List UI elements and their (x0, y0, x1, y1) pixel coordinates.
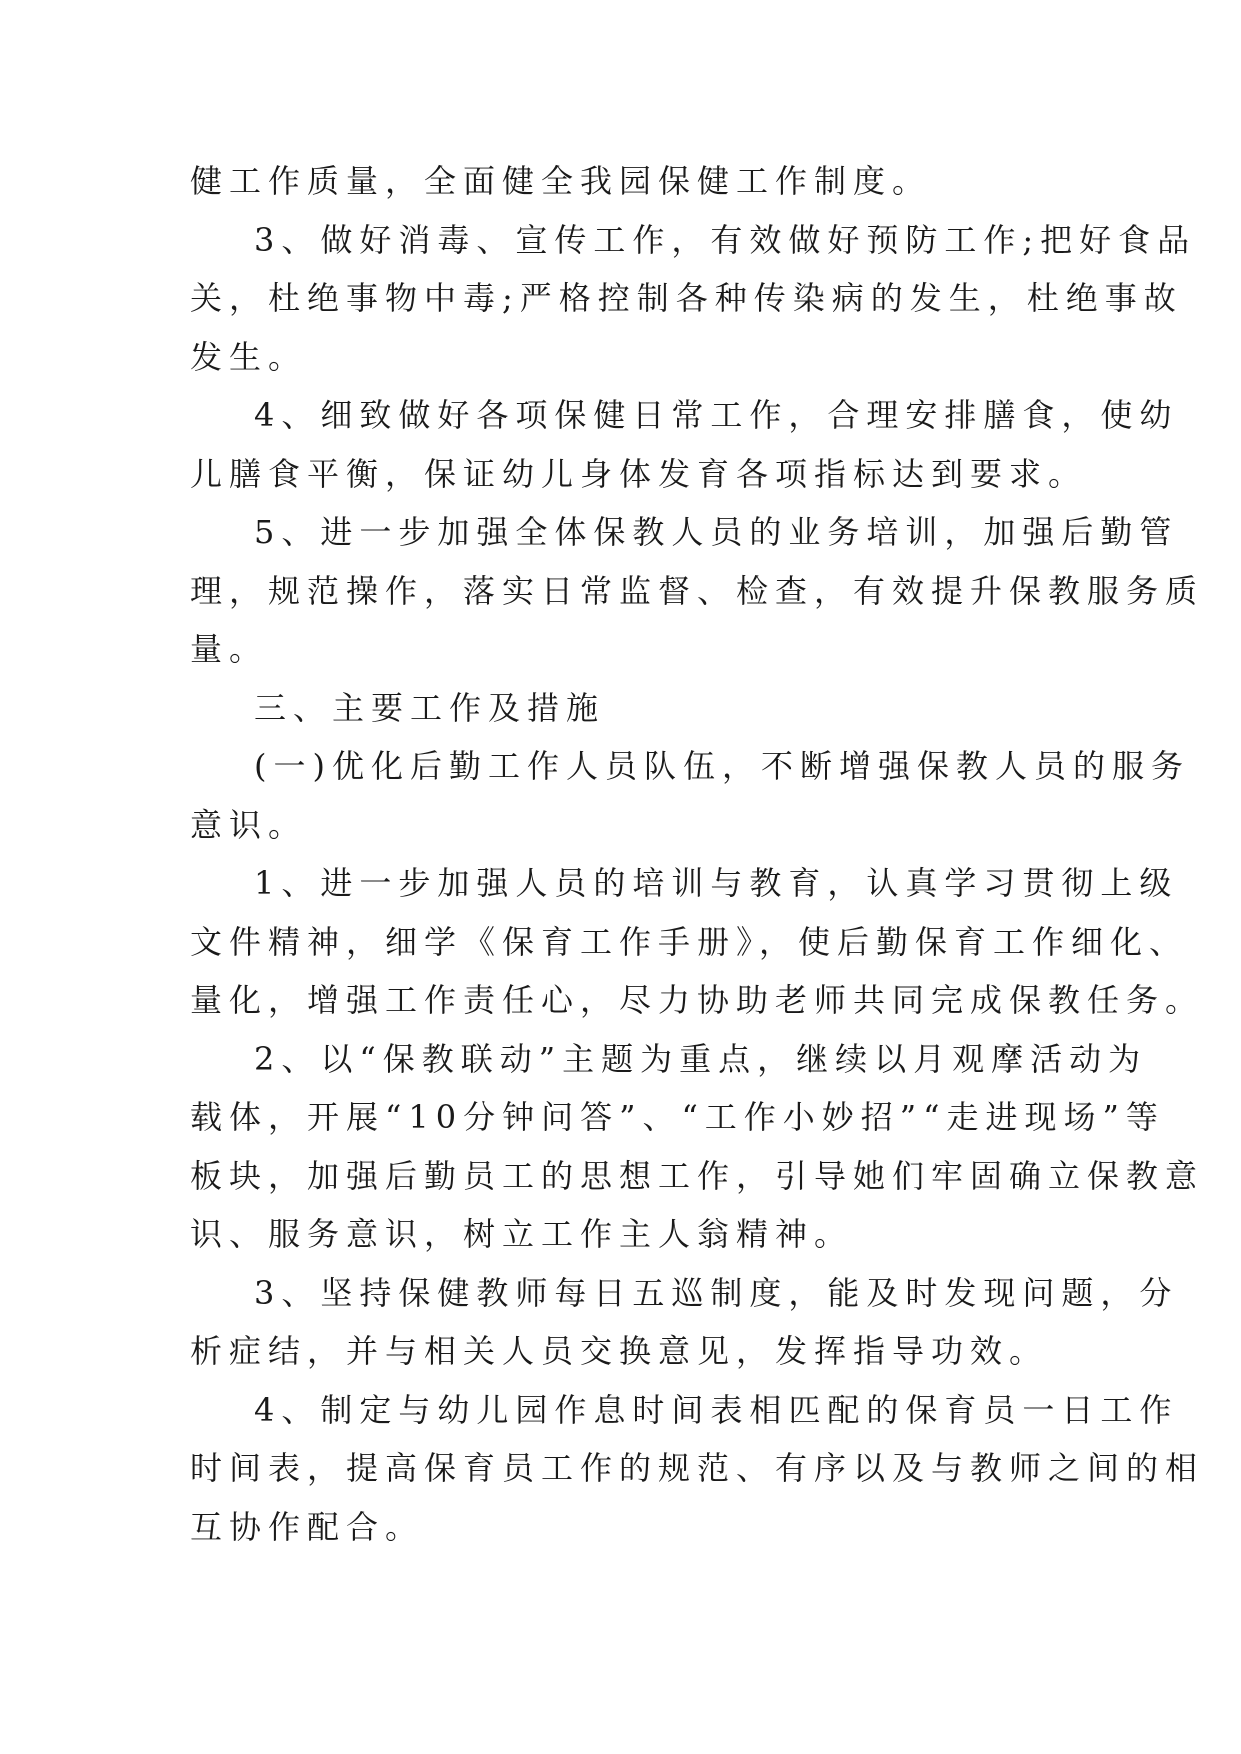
body-paragraph (190, 211, 1197, 387)
body-paragraph (190, 737, 1190, 854)
text-line: 关，杜绝事物中毒;严格控制各种传染病的发生，杜绝事故 (190, 279, 1183, 317)
body-paragraph (190, 152, 1070, 211)
document-body (190, 152, 1205, 1556)
body-paragraph (190, 854, 1205, 1030)
body-paragraph (190, 503, 1205, 679)
text-line: 1、进一步加强人员的培训与教育，认真学习贯彻上级 (254, 864, 1179, 902)
body-paragraph (190, 386, 1179, 503)
body-paragraph (190, 1381, 1205, 1557)
body-paragraph (190, 679, 1070, 738)
text-line: 儿膳食平衡，保证幼儿身体发育各项指标达到要求。 (190, 454, 1088, 493)
body-paragraph (190, 1264, 1179, 1381)
text-line: 文件精神，细学《保育工作手册》，使后勤保育工作细化、 (190, 922, 1189, 961)
text-line: 意识。 (190, 805, 308, 844)
text-line: 4、制定与幼儿园作息时间表相匹配的保育员一日工作 (254, 1390, 1179, 1429)
text-line: 发生。 (190, 337, 308, 376)
text-line: 板块，加强后勤员工的思想工作，引导她们牢固确立保教意 (190, 1156, 1205, 1195)
text-line: 5、进一步加强全体保教人员的业务培训，加强后勤管 (254, 513, 1179, 551)
text-line: 量。 (190, 630, 269, 668)
text-line: 时间表，提高保育员工作的规范、有序以及与教师之间的相 (190, 1449, 1205, 1487)
text-line: 互协作配合。 (190, 1507, 425, 1546)
text-line: 4、细致做好各项保健日常工作，合理安排膳食，使幼 (254, 396, 1179, 434)
text-line: 载体，开展“10分钟问答”、“工作小妙招”“走进现场”等 (190, 1098, 1165, 1136)
text-line: 量化，增强工作责任心，尽力协助老师共同完成保教任务。 (190, 981, 1205, 1019)
body-paragraph (190, 1030, 1205, 1264)
text-line: 健工作质量，全面健全我园保健工作制度。 (190, 162, 932, 200)
text-line: 2、以“保教联动”主题为重点，继续以月观摩活动为 (254, 1039, 1148, 1078)
text-line: (一)优化后勤工作人员队伍，不断增强保教人员的服务 (254, 747, 1190, 785)
text-line: 识、服务意识，树立工作主人翁精神。 (190, 1215, 854, 1253)
text-line: 3、坚持保健教师每日五巡制度，能及时发现问题，分 (254, 1273, 1179, 1312)
text-line: 析症结，并与相关人员交换意见，发挥指导功效。 (190, 1332, 1049, 1370)
text-line: 三、主要工作及措施 (254, 688, 606, 727)
text-line: 理，规范操作，落实日常监督、检查，有效提升保教服务质 (190, 571, 1205, 610)
text-line: 3、做好消毒、宣传工作，有效做好预防工作;把好食品 (254, 220, 1197, 259)
